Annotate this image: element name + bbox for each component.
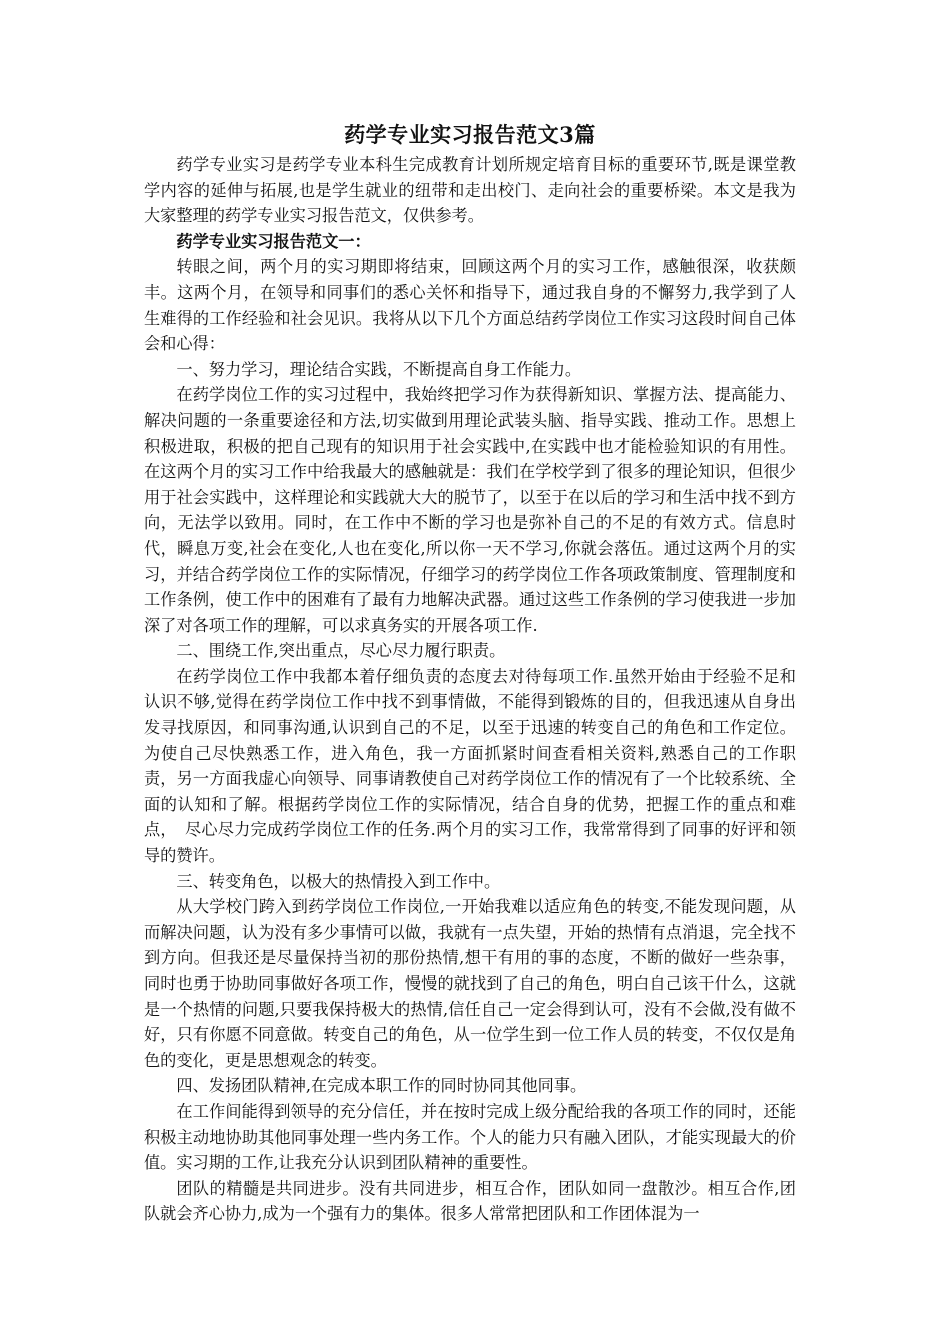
point-heading-3: 三、转变角色，以极大的热情投入到工作中。 — [176, 871, 501, 891]
document-page — [144, 120, 796, 1227]
point-heading-4: 四、发扬团队精神,在完成本职工作的同时协同其他同事。 — [176, 1076, 587, 1096]
body-paragraph: 在工作间能得到领导的充分信任，并在按时完成上级分配给我的各项工作的同时，还能积极主动地协助其他同事处理一些内务工作。个人的能力只有融入团队，才能实现最大的价值。实习期的工作,让我充分认识到团队精神的重要性。 — [144, 1101, 796, 1173]
point-heading-1: 一、努力学习，理论结合实践，不断提高自身工作能力。 — [176, 359, 582, 379]
document-title: 药学专业实习报告范文3篇 — [344, 122, 596, 147]
section-heading: 药学专业实习报告范文一： — [176, 231, 371, 251]
body-paragraph: 在药学岗位工作的实习过程中，我始终把学习作为获得新知识、掌握方法、提高能力、解决问题的一条重要途径和方法,切实做到用理论武装头脑、指导实践、推动工作。思想上积极进取，积极的把自己现有的知识用于社会实践中,在实践中也才能检验知识的有用性。在这两个月的实习工作中给我最大的感触就是：我们在学校学到了很多的理论知识，但很少用于社会实践中，这样理论和实践就大大的脱节了，以至于在以后的学习和生活中找不到方向，无法学以致用。同时，在工作中不断的学习也是弥补自己的不足的有效方式。信息时代，瞬息万变,社会在变化,人也在变化,所以你一天不学习,你就会落伍。通过这两个月的实习，并结合药学岗位工作的实际情况，仔细学习的药学岗位工作各项政策制度、管理制度和工作条例，使工作中的困难有了最有力地解决武器。通过这些工作条例的学习使我进一步加深了对各项工作的理解，可以求真务实的开展各项工作. — [144, 385, 796, 635]
body-paragraph: 从大学校门跨入到药学岗位工作岗位,一开始我难以适应角色的转变,不能发现问题，从而解决问题，认为没有多少事情可以做，我就有一点失望，开始的热情有点消退，完全找不到方向。但我还是尽量保持当初的那份热情,想干有用的事的态度，不断的做好一些杂事，同时也勇于协助同事做好各项工作，慢慢的就找到了自己的角色，明白自己该干什么，这就是一个热情的问题,只要我保持极大的热情,信任自己一定会得到认可，没有不会做,没有做不好，只有你愿不同意做。转变自己的角色，从一位学生到一位工作人员的转变，不仅仅是角色的变化，更是思想观念的转变。 — [144, 897, 796, 1070]
body-paragraph: 团队的精髓是共同进步。没有共同进步，相互合作，团队如同一盘散沙。相互合作,团队就会齐心协力,成为一个强有力的集体。很多人常常把团队和工作团体混为一 — [144, 1178, 796, 1224]
body-paragraph: 转眼之间，两个月的实习期即将结束，回顾这两个月的实习工作，感触很深，收获颇丰。这两个月，在领导和同事们的悉心关怀和指导下，通过我自身的不懈努力,我学到了人生难得的工作经验和社会见识。我将从以下几个方面总结药学岗位工作实习这段时间自己体会和心得： — [144, 257, 796, 354]
intro-paragraph: 药学专业实习是药学专业本科生完成教育计划所规定培育目标的重要环节,既是课堂教学内容的延伸与拓展,也是学生就业的纽带和走出校门、走向社会的重要桥梁。本文是我为大家整理的药学专业实习报告范文，仅供参考。 — [144, 155, 796, 226]
body-paragraph: 在药学岗位工作中我都本着仔细负责的态度去对待每项工作.虽然开始由于经验不足和认识不够,觉得在药学岗位工作中找不到事情做，不能得到锻炼的目的，但我迅速从自身出发寻找原因，和同事沟通,认识到自己的不足，以至于迅速的转变自己的角色和工作定位。为使自己尽快熟悉工作，进入角色，我一方面抓紧时间查看相关资料,熟悉自己的工作职责，另一方面我虚心向领导、同事请教使自己对药学岗位工作的情况有了一个比较系统、全面的认知和了解。根据药学岗位工作的实际情况，结合自身的优势，把握工作的重点和难点， 尽心尽力完成药学岗位工作的任务.两个月的实习工作，我常常得到了同事的好评和领导的赞许。 — [144, 666, 796, 866]
point-heading-2: 二、围绕工作,突出重点，尽心尽力履行职责。 — [176, 641, 506, 661]
